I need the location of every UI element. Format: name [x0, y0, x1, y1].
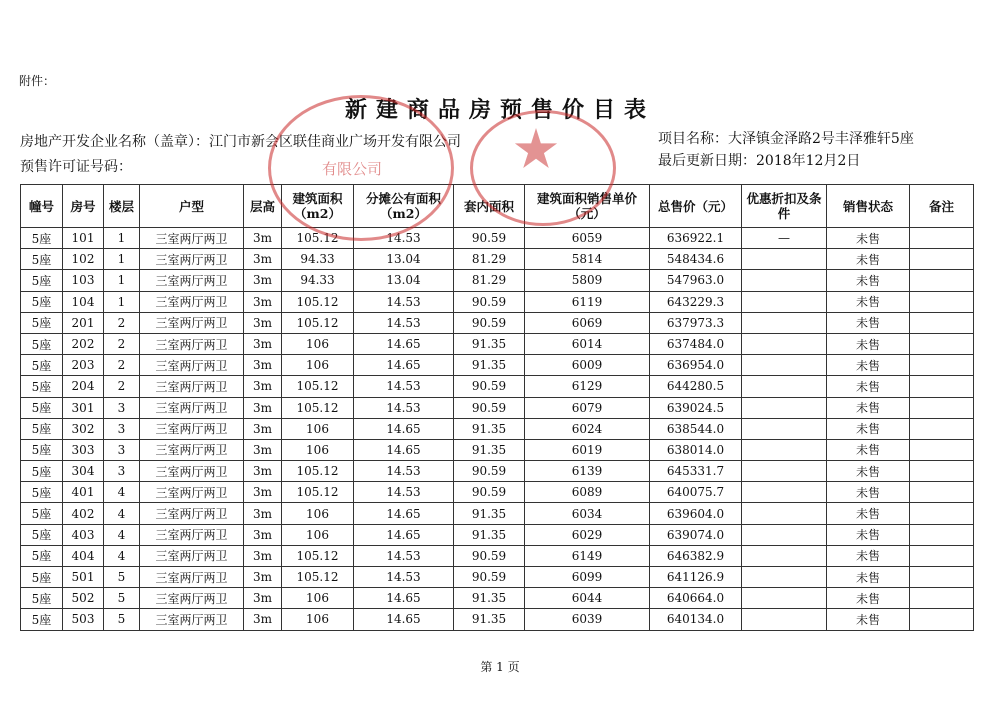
table-cell — [910, 291, 974, 312]
table-cell: 三室两厅两卫 — [140, 291, 244, 312]
table-cell: 6129 — [525, 376, 650, 397]
table-cell: 105.12 — [282, 567, 354, 588]
table-cell: 5座 — [21, 545, 63, 566]
table-cell: 5座 — [21, 291, 63, 312]
table-row — [21, 524, 974, 545]
table-row — [21, 418, 974, 439]
table-cell — [910, 567, 974, 588]
table-cell: 三室两厅两卫 — [140, 228, 244, 249]
updated-date: 2018年12月2日 — [756, 153, 861, 169]
table-row — [21, 270, 974, 291]
table-cell: 91.35 — [454, 418, 525, 439]
table-cell: 3m — [244, 312, 282, 333]
table-cell: 未售 — [827, 461, 910, 482]
table-cell — [742, 418, 827, 439]
table-cell: 14.53 — [354, 461, 454, 482]
table-cell: 5座 — [21, 228, 63, 249]
table-row — [21, 588, 974, 609]
updated-line — [658, 150, 860, 170]
price-table — [20, 184, 974, 631]
table-cell: 3m — [244, 249, 282, 270]
table-cell: 三室两厅两卫 — [140, 355, 244, 376]
table-cell: 5座 — [21, 333, 63, 354]
table-cell: 641126.9 — [650, 567, 742, 588]
table-cell: 105.12 — [282, 312, 354, 333]
table-cell: 14.65 — [354, 503, 454, 524]
table-cell: 未售 — [827, 355, 910, 376]
table-cell: 未售 — [827, 228, 910, 249]
table-cell: 81.29 — [454, 270, 525, 291]
table-cell: 106 — [282, 588, 354, 609]
table-cell: 14.53 — [354, 376, 454, 397]
table-cell: 6089 — [525, 482, 650, 503]
table-cell — [742, 397, 827, 418]
table-cell — [742, 545, 827, 566]
table-cell: 637484.0 — [650, 333, 742, 354]
column-header: 户型 — [140, 185, 244, 228]
table-cell: 105.12 — [282, 461, 354, 482]
table-cell: 90.59 — [454, 461, 525, 482]
table-cell: 202 — [63, 333, 104, 354]
table-cell: 639024.5 — [650, 397, 742, 418]
table-row — [21, 249, 974, 270]
table-cell: 5 — [104, 588, 140, 609]
column-header: 优惠折扣及条件 — [742, 185, 827, 228]
table-cell: 14.65 — [354, 439, 454, 460]
table-body — [21, 228, 974, 631]
table-cell: 547963.0 — [650, 270, 742, 291]
table-cell — [742, 312, 827, 333]
table-cell: 91.35 — [454, 355, 525, 376]
permit-line — [20, 156, 132, 176]
table-cell — [742, 376, 827, 397]
table-cell: 4 — [104, 524, 140, 545]
table-cell: 302 — [63, 418, 104, 439]
table-cell: 2 — [104, 333, 140, 354]
table-cell: 106 — [282, 503, 354, 524]
table-cell: 14.65 — [354, 355, 454, 376]
table-cell: 未售 — [827, 588, 910, 609]
table-cell: 6009 — [525, 355, 650, 376]
table-cell: 6149 — [525, 545, 650, 566]
table-cell: 未售 — [827, 291, 910, 312]
table-cell: 3m — [244, 355, 282, 376]
table-row — [21, 482, 974, 503]
table-cell: 5座 — [21, 588, 63, 609]
table-cell: 3m — [244, 333, 282, 354]
table-cell: 1 — [104, 291, 140, 312]
table-row — [21, 567, 974, 588]
table-cell: 14.53 — [354, 291, 454, 312]
table-cell: 5 — [104, 567, 140, 588]
table-cell: 303 — [63, 439, 104, 460]
table-row — [21, 228, 974, 249]
column-header: 总售价（元） — [650, 185, 742, 228]
table-cell: 94.33 — [282, 270, 354, 291]
table-cell: 105.12 — [282, 545, 354, 566]
table-cell: 2 — [104, 312, 140, 333]
table-row — [21, 376, 974, 397]
table-cell: 5座 — [21, 524, 63, 545]
table-row — [21, 312, 974, 333]
table-cell: 5 — [104, 609, 140, 630]
table-cell: 未售 — [827, 567, 910, 588]
table-cell: 90.59 — [454, 376, 525, 397]
table-cell: 637973.3 — [650, 312, 742, 333]
table-cell: 5座 — [21, 439, 63, 460]
table-cell: 646382.9 — [650, 545, 742, 566]
table-cell: 3 — [104, 418, 140, 439]
table-cell: 106 — [282, 524, 354, 545]
table-cell: 6019 — [525, 439, 650, 460]
table-cell: 103 — [63, 270, 104, 291]
table-cell: 5座 — [21, 397, 63, 418]
table-cell: 三室两厅两卫 — [140, 418, 244, 439]
table-row — [21, 545, 974, 566]
table-cell: 未售 — [827, 249, 910, 270]
table-cell — [742, 270, 827, 291]
permit-label: 预售许可证号码： — [20, 159, 132, 175]
column-header: 楼层 — [104, 185, 140, 228]
table-header-row — [21, 185, 974, 228]
table-cell: 90.59 — [454, 228, 525, 249]
table-cell: 502 — [63, 588, 104, 609]
table-cell: 636954.0 — [650, 355, 742, 376]
table-cell — [910, 397, 974, 418]
table-cell: 5座 — [21, 418, 63, 439]
table-cell: 6024 — [525, 418, 650, 439]
table-cell: 101 — [63, 228, 104, 249]
table-cell: 3m — [244, 397, 282, 418]
developer-line — [20, 131, 461, 151]
updated-label: 最后更新日期： — [658, 153, 756, 169]
table-cell: 203 — [63, 355, 104, 376]
table-cell: 13.04 — [354, 249, 454, 270]
table-cell — [910, 588, 974, 609]
table-cell: 304 — [63, 461, 104, 482]
table-cell — [742, 439, 827, 460]
table-cell: 401 — [63, 482, 104, 503]
table-cell: 5座 — [21, 609, 63, 630]
table-cell: 14.65 — [354, 418, 454, 439]
table-cell: 643229.3 — [650, 291, 742, 312]
table-cell — [910, 355, 974, 376]
table-cell: 6039 — [525, 609, 650, 630]
table-cell: 91.35 — [454, 609, 525, 630]
column-header: 建筑面积（m2） — [282, 185, 354, 228]
table-cell: 5814 — [525, 249, 650, 270]
table-cell: 201 — [63, 312, 104, 333]
table-cell: 402 — [63, 503, 104, 524]
table-cell: 301 — [63, 397, 104, 418]
table-cell: 106 — [282, 355, 354, 376]
table-cell: 三室两厅两卫 — [140, 545, 244, 566]
column-header: 套内面积 — [454, 185, 525, 228]
table-cell: 548434.6 — [650, 249, 742, 270]
table-cell: 5座 — [21, 482, 63, 503]
table-cell: 3m — [244, 545, 282, 566]
table-cell: 5座 — [21, 376, 63, 397]
table-cell: 404 — [63, 545, 104, 566]
column-header: 层高 — [244, 185, 282, 228]
table-cell: 3m — [244, 461, 282, 482]
document-title: 新建商品房预售价目表 — [344, 97, 655, 123]
table-cell: 90.59 — [454, 312, 525, 333]
table-cell — [742, 333, 827, 354]
table-cell: 5座 — [21, 355, 63, 376]
table-cell — [910, 524, 974, 545]
column-header: 房号 — [63, 185, 104, 228]
table-cell: 90.59 — [454, 397, 525, 418]
column-header: 分摊公有面积（m2） — [354, 185, 454, 228]
table-cell: 三室两厅两卫 — [140, 376, 244, 397]
table-cell — [910, 228, 974, 249]
table-cell: 106 — [282, 609, 354, 630]
table-cell: 640075.7 — [650, 482, 742, 503]
table-cell: 未售 — [827, 397, 910, 418]
table-cell: 105.12 — [282, 376, 354, 397]
table-cell — [910, 461, 974, 482]
table-cell — [742, 524, 827, 545]
table-cell: 3m — [244, 228, 282, 249]
table-cell: 6014 — [525, 333, 650, 354]
table-cell: 三室两厅两卫 — [140, 270, 244, 291]
table-cell: 未售 — [827, 376, 910, 397]
table-cell: 2 — [104, 355, 140, 376]
attachment-label: 附件： — [19, 74, 56, 88]
table-cell — [742, 249, 827, 270]
table-row — [21, 333, 974, 354]
table-cell: 13.04 — [354, 270, 454, 291]
table-cell: 102 — [63, 249, 104, 270]
table-cell: 2 — [104, 376, 140, 397]
table-cell: 三室两厅两卫 — [140, 439, 244, 460]
table-cell: 6119 — [525, 291, 650, 312]
table-cell: 4 — [104, 482, 140, 503]
table-cell: 91.35 — [454, 524, 525, 545]
table-cell: 6059 — [525, 228, 650, 249]
table-cell — [742, 609, 827, 630]
table-cell: 4 — [104, 545, 140, 566]
table-cell: 14.53 — [354, 482, 454, 503]
table-cell: 1 — [104, 228, 140, 249]
table-cell: 14.53 — [354, 228, 454, 249]
table-cell: 三室两厅两卫 — [140, 333, 244, 354]
table-cell: 91.35 — [454, 439, 525, 460]
table-cell — [910, 418, 974, 439]
table-cell: 14.65 — [354, 524, 454, 545]
table-row — [21, 503, 974, 524]
table-cell: 106 — [282, 418, 354, 439]
table-cell: 91.35 — [454, 503, 525, 524]
table-cell — [910, 376, 974, 397]
table-cell: 三室两厅两卫 — [140, 482, 244, 503]
table-cell: 3m — [244, 482, 282, 503]
table-row — [21, 397, 974, 418]
table-cell: 645331.7 — [650, 461, 742, 482]
table-cell: 三室两厅两卫 — [140, 312, 244, 333]
table-cell: 3 — [104, 439, 140, 460]
table-cell: 未售 — [827, 545, 910, 566]
table-cell: 3m — [244, 609, 282, 630]
column-header: 建筑面积销售单价（元） — [525, 185, 650, 228]
table-cell: 638014.0 — [650, 439, 742, 460]
seal-text-1: 有限公司 — [322, 160, 383, 178]
column-header: 幢号 — [21, 185, 63, 228]
table-cell — [910, 249, 974, 270]
table-cell: 三室两厅两卫 — [140, 249, 244, 270]
table-cell — [910, 545, 974, 566]
table-cell: 204 — [63, 376, 104, 397]
table-cell: 638544.0 — [650, 418, 742, 439]
developer-label: 房地产开发企业名称（盖章）： — [20, 134, 209, 150]
table-cell: 6029 — [525, 524, 650, 545]
table-cell — [910, 312, 974, 333]
table-cell: 90.59 — [454, 482, 525, 503]
table-cell — [910, 609, 974, 630]
table-cell: 3m — [244, 439, 282, 460]
table-cell: 5座 — [21, 567, 63, 588]
table-cell: 5座 — [21, 270, 63, 291]
table-cell: 14.65 — [354, 588, 454, 609]
project-label: 项目名称： — [658, 131, 728, 147]
table-cell: 未售 — [827, 524, 910, 545]
table-cell: — — [742, 228, 827, 249]
table-cell: 未售 — [827, 333, 910, 354]
table-cell: 639074.0 — [650, 524, 742, 545]
table-cell — [742, 291, 827, 312]
column-header: 备注 — [910, 185, 974, 228]
table-cell: 105.12 — [282, 482, 354, 503]
table-cell: 3 — [104, 397, 140, 418]
table-cell: 1 — [104, 249, 140, 270]
table-cell: 6069 — [525, 312, 650, 333]
table-row — [21, 461, 974, 482]
table-cell: 5座 — [21, 503, 63, 524]
table-cell: 三室两厅两卫 — [140, 588, 244, 609]
table-cell: 3m — [244, 418, 282, 439]
table-cell: 3m — [244, 503, 282, 524]
table-cell: 5座 — [21, 461, 63, 482]
table-cell: 91.35 — [454, 333, 525, 354]
project-line — [658, 128, 914, 148]
table-cell: 未售 — [827, 312, 910, 333]
table-cell: 6034 — [525, 503, 650, 524]
table-cell: 三室两厅两卫 — [140, 524, 244, 545]
table-cell: 3m — [244, 524, 282, 545]
table-cell: 未售 — [827, 439, 910, 460]
table-cell: 三室两厅两卫 — [140, 397, 244, 418]
table-cell: 3 — [104, 461, 140, 482]
page-footer: 第 1 页 — [480, 660, 520, 674]
table-cell: 14.65 — [354, 333, 454, 354]
table-cell: 639604.0 — [650, 503, 742, 524]
table-cell: 14.53 — [354, 567, 454, 588]
table-cell: 14.53 — [354, 545, 454, 566]
table-cell: 106 — [282, 439, 354, 460]
table-cell: 106 — [282, 333, 354, 354]
table-cell: 5座 — [21, 249, 63, 270]
table-cell: 未售 — [827, 482, 910, 503]
table-cell — [910, 482, 974, 503]
table-cell: 3m — [244, 291, 282, 312]
table-cell — [910, 503, 974, 524]
project-name: 大泽镇金泽路2号丰泽雅轩5座 — [728, 131, 914, 147]
table-cell: 644280.5 — [650, 376, 742, 397]
table-cell: 6139 — [525, 461, 650, 482]
table-cell — [742, 461, 827, 482]
table-cell: 未售 — [827, 503, 910, 524]
table-cell: 未售 — [827, 609, 910, 630]
table-cell: 三室两厅两卫 — [140, 567, 244, 588]
table-cell: 3m — [244, 376, 282, 397]
table-cell: 3m — [244, 270, 282, 291]
table-cell: 503 — [63, 609, 104, 630]
table-cell: 90.59 — [454, 545, 525, 566]
table-cell: 403 — [63, 524, 104, 545]
table-cell: 未售 — [827, 270, 910, 291]
table-cell: 5809 — [525, 270, 650, 291]
table-row — [21, 291, 974, 312]
table-cell: 14.53 — [354, 312, 454, 333]
table-cell — [742, 503, 827, 524]
table-cell — [742, 482, 827, 503]
column-header: 销售状态 — [827, 185, 910, 228]
table-cell: 3m — [244, 588, 282, 609]
table-cell: 三室两厅两卫 — [140, 609, 244, 630]
table-cell — [742, 588, 827, 609]
table-cell: 14.65 — [354, 609, 454, 630]
table-cell: 1 — [104, 270, 140, 291]
table-cell: 91.35 — [454, 588, 525, 609]
table-cell: 81.29 — [454, 249, 525, 270]
table-cell: 105.12 — [282, 397, 354, 418]
table-cell — [910, 439, 974, 460]
table-cell: 90.59 — [454, 567, 525, 588]
table-cell: 105.12 — [282, 291, 354, 312]
table-cell: 5座 — [21, 312, 63, 333]
table-row — [21, 355, 974, 376]
table-cell: 6044 — [525, 588, 650, 609]
table-cell: 未售 — [827, 418, 910, 439]
seal-star-icon — [514, 128, 558, 172]
table-cell: 94.33 — [282, 249, 354, 270]
table-cell: 6099 — [525, 567, 650, 588]
table-cell: 三室两厅两卫 — [140, 461, 244, 482]
table-row — [21, 439, 974, 460]
table-cell — [910, 270, 974, 291]
table-cell: 14.53 — [354, 397, 454, 418]
table-cell — [742, 567, 827, 588]
developer-name: 江门市新会区联佳商业广场开发有限公司 — [209, 134, 461, 150]
table-cell: 6079 — [525, 397, 650, 418]
table-cell: 636922.1 — [650, 228, 742, 249]
table-cell — [742, 355, 827, 376]
table-cell: 640134.0 — [650, 609, 742, 630]
table-cell: 4 — [104, 503, 140, 524]
table-cell — [910, 333, 974, 354]
table-cell: 501 — [63, 567, 104, 588]
table-cell: 90.59 — [454, 291, 525, 312]
table-row — [21, 609, 974, 630]
table-cell: 105.12 — [282, 228, 354, 249]
table-cell: 104 — [63, 291, 104, 312]
table-cell: 640664.0 — [650, 588, 742, 609]
table-cell: 三室两厅两卫 — [140, 503, 244, 524]
table-cell: 3m — [244, 567, 282, 588]
